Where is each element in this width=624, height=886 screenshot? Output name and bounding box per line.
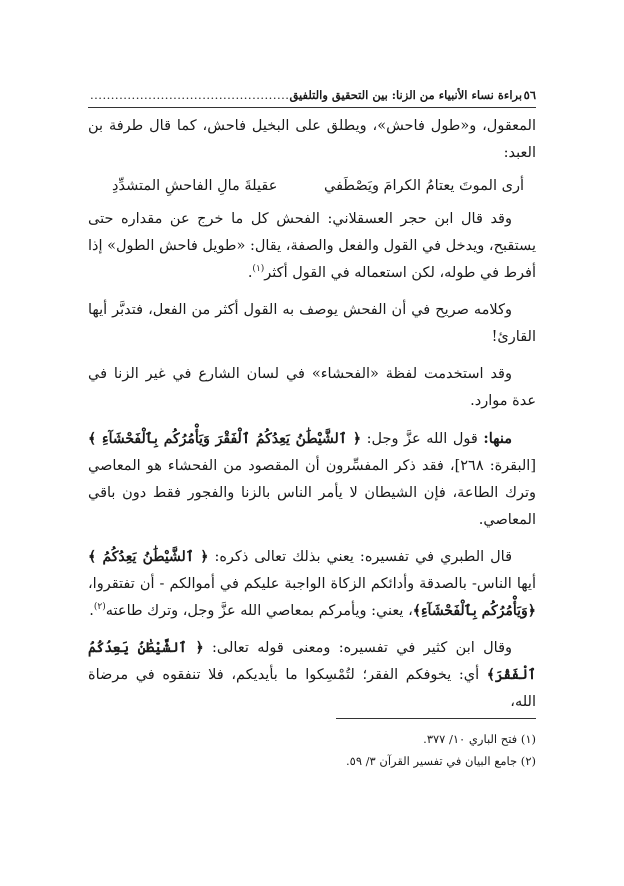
footnote-separator xyxy=(336,718,536,719)
paragraph-6-c: ، يعني: ويأمركم بمعاصي الله عزَّ وجل، وترك طاعته xyxy=(105,603,413,619)
header-title: براءة نساء الأنبياء من الزنا: بين التحقيق والتلفيق xyxy=(289,88,523,102)
footnote-ref-1[interactable]: (١) xyxy=(252,264,265,275)
paragraph-5 xyxy=(88,425,536,534)
footnotes xyxy=(88,728,536,772)
quran-verse-3: ﴿وَيَأْمُرُكُم بِٱلْفَحْشَآءِ﴾ xyxy=(412,603,536,619)
paragraph-1: المعقول، و«طول فاحش»، ويطلق على البخيل فاحش، كما قال طرفة بن العبد: xyxy=(88,118,536,161)
paragraph-6-b: أيها الناس- بالصدقة وأدائكم الزكاة الواجبة عليكم في أموالكم - أن تفتقروا، xyxy=(88,576,536,592)
paragraph-2-end: . xyxy=(247,265,253,281)
footnote-ref-2[interactable]: (٢) xyxy=(93,602,106,613)
quran-verse-4: ﴿ ٱلشَّيْطَٰنُ يَعِدُكُمُ ٱلْفَقْرَ﴾ xyxy=(88,640,537,683)
paragraph-5-label: منها: xyxy=(483,430,513,447)
verse-hemistich-first: أرى الموتَ يعتامُ الكرامَ ويَصْطَفي xyxy=(324,178,524,194)
header-rule xyxy=(88,107,536,108)
paragraph-6-a: قال الطبري في تفسيره: يعني بذلك تعالى ذكره: xyxy=(214,549,513,565)
quran-verse-2: ﴿ ٱلشَّيْطَٰنُ يَعِدُكُمُ ﴾ xyxy=(88,549,209,565)
paragraph-7-b: أي: يخوفكم الفقر؛ لتُمْسِكوا ما بأيديكم، فلا تنفقوه في مرضاة الله، xyxy=(88,667,536,710)
book-page xyxy=(88,0,536,886)
footnote-1: (١) فتح الباري ١٠/ ٣٧٧. xyxy=(423,732,536,746)
paragraph-6-end: . xyxy=(89,603,94,619)
page-number: ٥٦ xyxy=(523,88,536,102)
running-header xyxy=(88,80,536,102)
quran-verse-1: ﴿ ٱلشَّيْطَٰنُ يَعِدُكُمُ ٱلْفَقْرَ وَيَأْمُرُكُم بِٱلْفَحْشَآءِ ﴾ xyxy=(88,431,362,447)
paragraph-7 xyxy=(88,635,536,716)
paragraph-5-intro: قول الله عزَّ وجل: xyxy=(366,431,478,447)
header-leader-dots: ................................................ xyxy=(90,88,290,102)
main-text xyxy=(88,113,536,716)
paragraph-7-a: وقال ابن كثير في تفسيره: ومعنى قوله تعالى: xyxy=(212,640,513,656)
paragraph-2-text: وقد قال ابن حجر العسقلاني: الفحش كل ما خرج عن مقداره حتى يستقبح، ويدخل في القول والفعل والصفة، يقال: «طويل فاحش الطول» إذا أفرط في طوله، لكن استعماله في القول أكثر xyxy=(88,211,536,281)
verse-hemistich-second: عقيلةَ مالِ الفاحشِ المتشدِّدِ xyxy=(112,178,278,194)
paragraph-6 xyxy=(88,544,536,625)
paragraph-5-rest: [البقرة: ٢٦٨]، فقد ذكر المفسِّرون أن المقصود من الفحشاء هو المعاصي وترك الطاعة، فإن الشيطان لا يأمر الناس بالزنا والفجور فقط دون باقي المعاصي. xyxy=(88,458,536,528)
poetry-verse xyxy=(88,167,536,206)
footnote-2: (٢) جامع البيان في تفسير القرآن ٣/ ٥٩. xyxy=(345,754,536,768)
header-title-wrap xyxy=(88,88,522,102)
paragraph-2 xyxy=(88,206,536,287)
paragraph-3: وكلامه صريح في أن الفحش يوصف به القول أكثر من الفعل، فتدبَّر أيها القارئ! xyxy=(88,302,536,345)
paragraph-4: وقد استخدمت لفظة «الفحشاء» في لسان الشارع في غير الزنا في عدة موارد. xyxy=(88,366,536,409)
